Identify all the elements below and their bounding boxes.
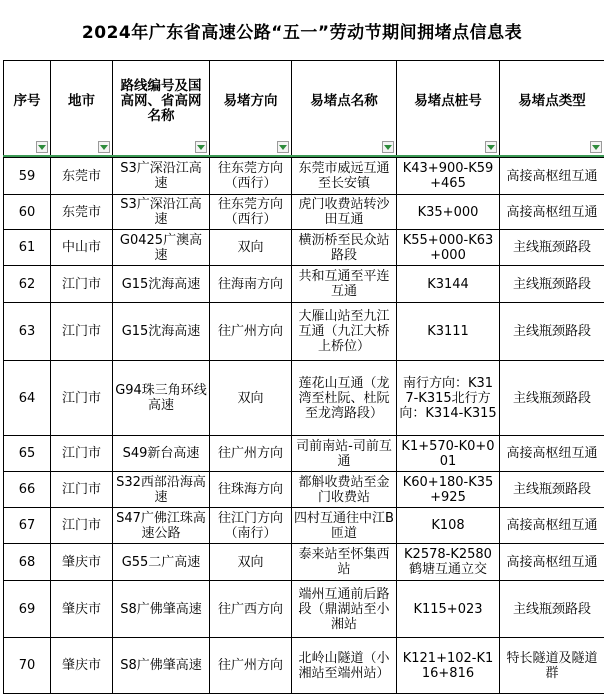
cell-location: 泰来站至怀集西站	[292, 544, 397, 581]
cell-location: 大雁山站至九江互通（九江大桥上桥位）	[292, 303, 397, 361]
cell-no: 67	[4, 508, 51, 544]
cell-location: 端州互通前后路段（鼎湖站至小湘站	[292, 581, 397, 638]
cell-type: 高接高枢纽互通	[500, 195, 604, 230]
cell-stake: 南行方向：K317-K315北行方向：K314-K315	[397, 361, 500, 436]
cell-city: 肇庆市	[51, 581, 113, 638]
cell-no: 59	[4, 158, 51, 195]
cell-no: 64	[4, 361, 51, 436]
cell-no: 70	[4, 638, 51, 694]
cell-route: S8广佛肇高速	[113, 581, 210, 638]
table-row	[4, 195, 604, 230]
cell-direction: 双向	[210, 230, 292, 266]
header-label: 易堵点名称	[310, 93, 378, 109]
table-row	[4, 472, 604, 508]
cell-location: 虎门收费站转沙田互通	[292, 195, 397, 230]
cell-stake: K1+570-K0+001	[397, 436, 500, 472]
cell-type: 主线瓶颈路段	[500, 266, 604, 303]
cell-stake: K35+000	[397, 195, 500, 230]
cell-stake: K60+180-K35+925	[397, 472, 500, 508]
dropdown-filter-icon[interactable]	[382, 141, 394, 153]
cell-no: 60	[4, 195, 51, 230]
dropdown-filter-icon[interactable]	[98, 141, 110, 153]
cell-route: S3广深沿江高速	[113, 158, 210, 195]
cell-location: 东莞市威远互通至长安镇	[292, 158, 397, 195]
dropdown-filter-icon[interactable]	[195, 141, 207, 153]
table-row	[4, 544, 604, 581]
dropdown-filter-icon[interactable]	[277, 141, 289, 153]
table-row	[4, 508, 604, 544]
cell-type: 主线瓶颈路段	[500, 303, 604, 361]
table-row	[4, 230, 604, 266]
cell-stake: K43+900-K59+465	[397, 158, 500, 195]
header-stake	[397, 61, 500, 157]
cell-location: 横沥桥至民众站路段	[292, 230, 397, 266]
cell-direction: 往海南方向	[210, 266, 292, 303]
table-row	[4, 266, 604, 303]
header-city	[51, 61, 113, 157]
cell-city: 肇庆市	[51, 638, 113, 694]
cell-no: 62	[4, 266, 51, 303]
cell-direction: 往江门方向（南行）	[210, 508, 292, 544]
table-row	[4, 303, 604, 361]
cell-route: S8广佛肇高速	[113, 638, 210, 694]
cell-route: G15沈海高速	[113, 266, 210, 303]
cell-no: 66	[4, 472, 51, 508]
cell-direction: 往广西方向	[210, 581, 292, 638]
cell-location: 司前南站-司前互通	[292, 436, 397, 472]
cell-location: 都斛收费站至金门收费站	[292, 472, 397, 508]
cell-direction: 往东莞方向（西行）	[210, 195, 292, 230]
cell-city: 东莞市	[51, 195, 113, 230]
cell-stake: K55+000-K63+000	[397, 230, 500, 266]
table-row	[4, 436, 604, 472]
cell-type: 高接高枢纽互通	[500, 436, 604, 472]
cell-stake: K2578-K2580鹤塘互通立交	[397, 544, 500, 581]
header-route	[113, 61, 210, 157]
header-label: 易堵点类型	[518, 93, 586, 109]
cell-route: G0425广澳高速	[113, 230, 210, 266]
header-label: 路线编号及国高网、省高网名称	[121, 78, 202, 124]
cell-city: 江门市	[51, 472, 113, 508]
cell-direction: 往广州方向	[210, 638, 292, 694]
congestion-table	[3, 60, 604, 694]
cell-direction: 双向	[210, 361, 292, 436]
dropdown-filter-icon[interactable]	[36, 141, 48, 153]
header-row	[4, 61, 604, 157]
cell-location: 北岭山隧道（小湘站至端州站）	[292, 638, 397, 694]
cell-stake: K3144	[397, 266, 500, 303]
header-label: 易堵方向	[224, 93, 278, 109]
cell-direction: 双向	[210, 544, 292, 581]
header-direction	[210, 61, 292, 157]
dropdown-filter-icon[interactable]	[590, 141, 602, 153]
header-label: 序号	[14, 93, 41, 109]
cell-route: G15沈海高速	[113, 303, 210, 361]
header-no	[4, 61, 51, 157]
table-row	[4, 158, 604, 195]
cell-location: 四村互通往中江B匝道	[292, 508, 397, 544]
cell-stake: K108	[397, 508, 500, 544]
cell-location: 莲花山互通（龙湾至杜阮、杜阮至龙湾路段）	[292, 361, 397, 436]
cell-city: 江门市	[51, 508, 113, 544]
cell-stake: K3111	[397, 303, 500, 361]
cell-city: 东莞市	[51, 158, 113, 195]
cell-type: 高接高枢纽互通	[500, 508, 604, 544]
cell-city: 江门市	[51, 361, 113, 436]
cell-city: 江门市	[51, 436, 113, 472]
cell-route: S49新台高速	[113, 436, 210, 472]
table-row	[4, 638, 604, 694]
cell-no: 65	[4, 436, 51, 472]
cell-route: S32西部沿海高速	[113, 472, 210, 508]
cell-route: G55二广高速	[113, 544, 210, 581]
page-title: 2024年广东省高速公路“五一”劳动节期间拥堵点信息表	[0, 0, 604, 60]
cell-city: 江门市	[51, 266, 113, 303]
cell-city: 江门市	[51, 303, 113, 361]
cell-route: S47广佛江珠高速公路	[113, 508, 210, 544]
cell-type: 主线瓶颈路段	[500, 581, 604, 638]
cell-direction: 往广州方向	[210, 303, 292, 361]
cell-type: 特长隧道及隧道群	[500, 638, 604, 694]
cell-no: 63	[4, 303, 51, 361]
table-row	[4, 581, 604, 638]
cell-type: 高接高枢纽互通	[500, 158, 604, 195]
cell-type: 高接高枢纽互通	[500, 544, 604, 581]
cell-stake: K115+023	[397, 581, 500, 638]
cell-route: S3广深沿江高速	[113, 195, 210, 230]
header-type	[500, 61, 604, 157]
cell-stake: K121+102-K116+816	[397, 638, 500, 694]
cell-route: G94珠三角环线高速	[113, 361, 210, 436]
cell-city: 中山市	[51, 230, 113, 266]
header-label: 地市	[68, 93, 95, 109]
cell-direction: 往东莞方向（西行）	[210, 158, 292, 195]
dropdown-filter-icon[interactable]	[485, 141, 497, 153]
cell-location: 共和互通至平连互通	[292, 266, 397, 303]
cell-no: 69	[4, 581, 51, 638]
table-row	[4, 361, 604, 436]
cell-direction: 往珠海方向	[210, 472, 292, 508]
cell-city: 肇庆市	[51, 544, 113, 581]
cell-type: 主线瓶颈路段	[500, 361, 604, 436]
cell-type: 主线瓶颈路段	[500, 230, 604, 266]
header-location	[292, 61, 397, 157]
cell-direction: 往广州方向	[210, 436, 292, 472]
cell-type: 主线瓶颈路段	[500, 472, 604, 508]
cell-no: 68	[4, 544, 51, 581]
cell-no: 61	[4, 230, 51, 266]
header-label: 易堵点桩号	[414, 93, 482, 109]
